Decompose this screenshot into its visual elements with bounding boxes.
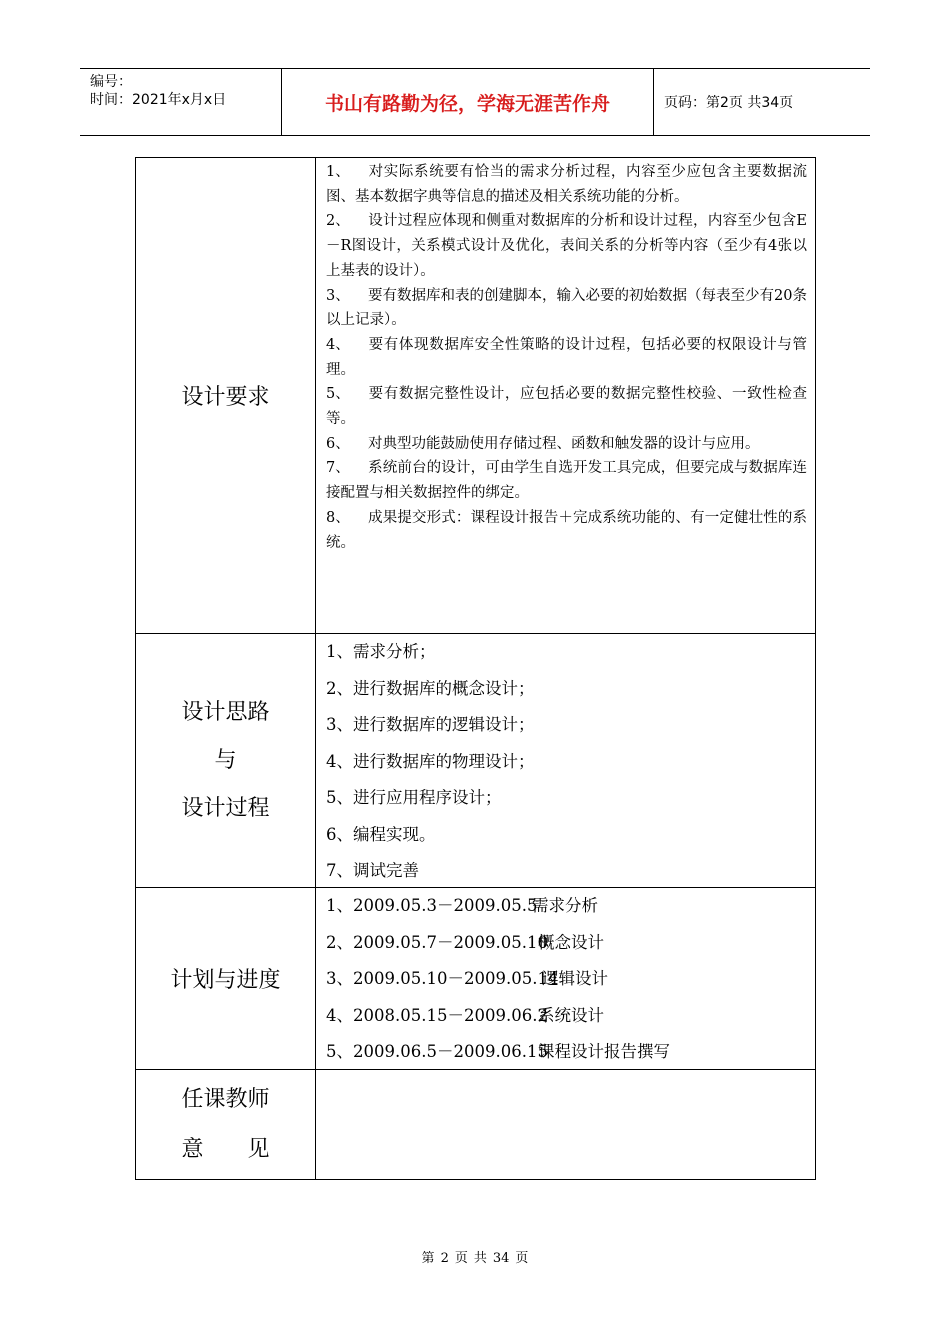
requirement-item: 7、 系统前台的设计，可由学生自选开发工具完成，但要完成与数据库连接配置与相关数据控件的绑定。 — [326, 460, 807, 502]
row-schedule — [136, 887, 815, 1069]
schedule-item: 1、2009.05.3－2009.05.5需求分析 — [326, 896, 598, 915]
requirement-item: 6、 对典型功能鼓励使用存储过程、函数和触发器的设计与应用。 — [326, 435, 760, 452]
document-date-label: 时间：2021年x月x日 — [90, 92, 227, 108]
process-step: 7、调试完善 — [326, 861, 419, 880]
page-footer: 第 2 页 共 34 页 — [421, 1251, 529, 1266]
schedule-label: 计划与进度 — [136, 888, 316, 1069]
document-number-label: 编号： — [90, 74, 132, 90]
design-requirements-content — [316, 158, 815, 633]
header-page-info: 页码：第2页 共34页 — [664, 95, 794, 111]
row-design-process — [136, 633, 815, 887]
process-step: 5、进行应用程序设计； — [326, 788, 502, 807]
requirement-item: 4、 要有体现数据库安全性策略的设计过程，包括必要的权限设计与管理。 — [326, 336, 807, 378]
header-meta — [80, 69, 282, 135]
schedule-item: 3、2009.05.10－2009.05.14逻辑设计 — [326, 969, 608, 989]
schedule-item: 5、2009.06.5－2009.06.15课程设计报告撰写 — [326, 1042, 670, 1062]
process-step: 1、需求分析； — [326, 642, 436, 661]
requirement-item: 8、 成果提交形式：课程设计报告＋完成系统功能的、有一定健壮性的系统。 — [326, 509, 807, 551]
schedule-item: 4、2008.05.15－2009.06.2系统设计 — [326, 1005, 604, 1025]
requirement-item: 1、 对实际系统要有恰当的需求分析过程，内容至少应包含主要数据流图、基本数据字典等信息的描述及相关系统功能的分析。 — [326, 164, 807, 205]
design-process-label: 设计思路 与 设计过程 — [136, 634, 316, 887]
design-requirements-label: 设计要求 — [136, 158, 316, 633]
row-design-requirements — [136, 158, 815, 633]
process-step: 6、编程实现。 — [326, 824, 436, 844]
requirement-item: 5、 要有数据完整性设计，应包括必要的数据完整性校验、一致性检查等。 — [326, 386, 807, 428]
process-step: 3、进行数据库的逻辑设计； — [326, 715, 535, 734]
design-form-table — [135, 157, 816, 1180]
teacher-opinion-label: 任课教师 意 见 — [136, 1070, 316, 1179]
process-step: 4、进行数据库的物理设计； — [326, 751, 535, 771]
teacher-opinion-content — [316, 1070, 815, 1179]
process-step: 2、进行数据库的概念设计； — [326, 678, 535, 698]
header-motto: 书山有路勤为径，学海无涯苦作舟 — [282, 69, 654, 135]
schedule-list — [316, 888, 815, 1069]
page-header — [80, 68, 870, 136]
schedule-item: 2、2009.05.7－2009.05.10概念设计 — [326, 932, 604, 952]
row-teacher-opinion — [136, 1069, 815, 1179]
requirement-item: 3、 要有数据库和表的创建脚本，输入必要的初始数据（每表至少有20条以上记录）。 — [326, 287, 807, 329]
requirement-item: 2、 设计过程应体现和侧重对数据库的分析和设计过程，内容至少包含E－R图设计，关系模式设计及优化，表间关系的分析等内容（至少有4张以上基表的设计）。 — [326, 213, 807, 279]
design-process-steps — [316, 634, 815, 887]
